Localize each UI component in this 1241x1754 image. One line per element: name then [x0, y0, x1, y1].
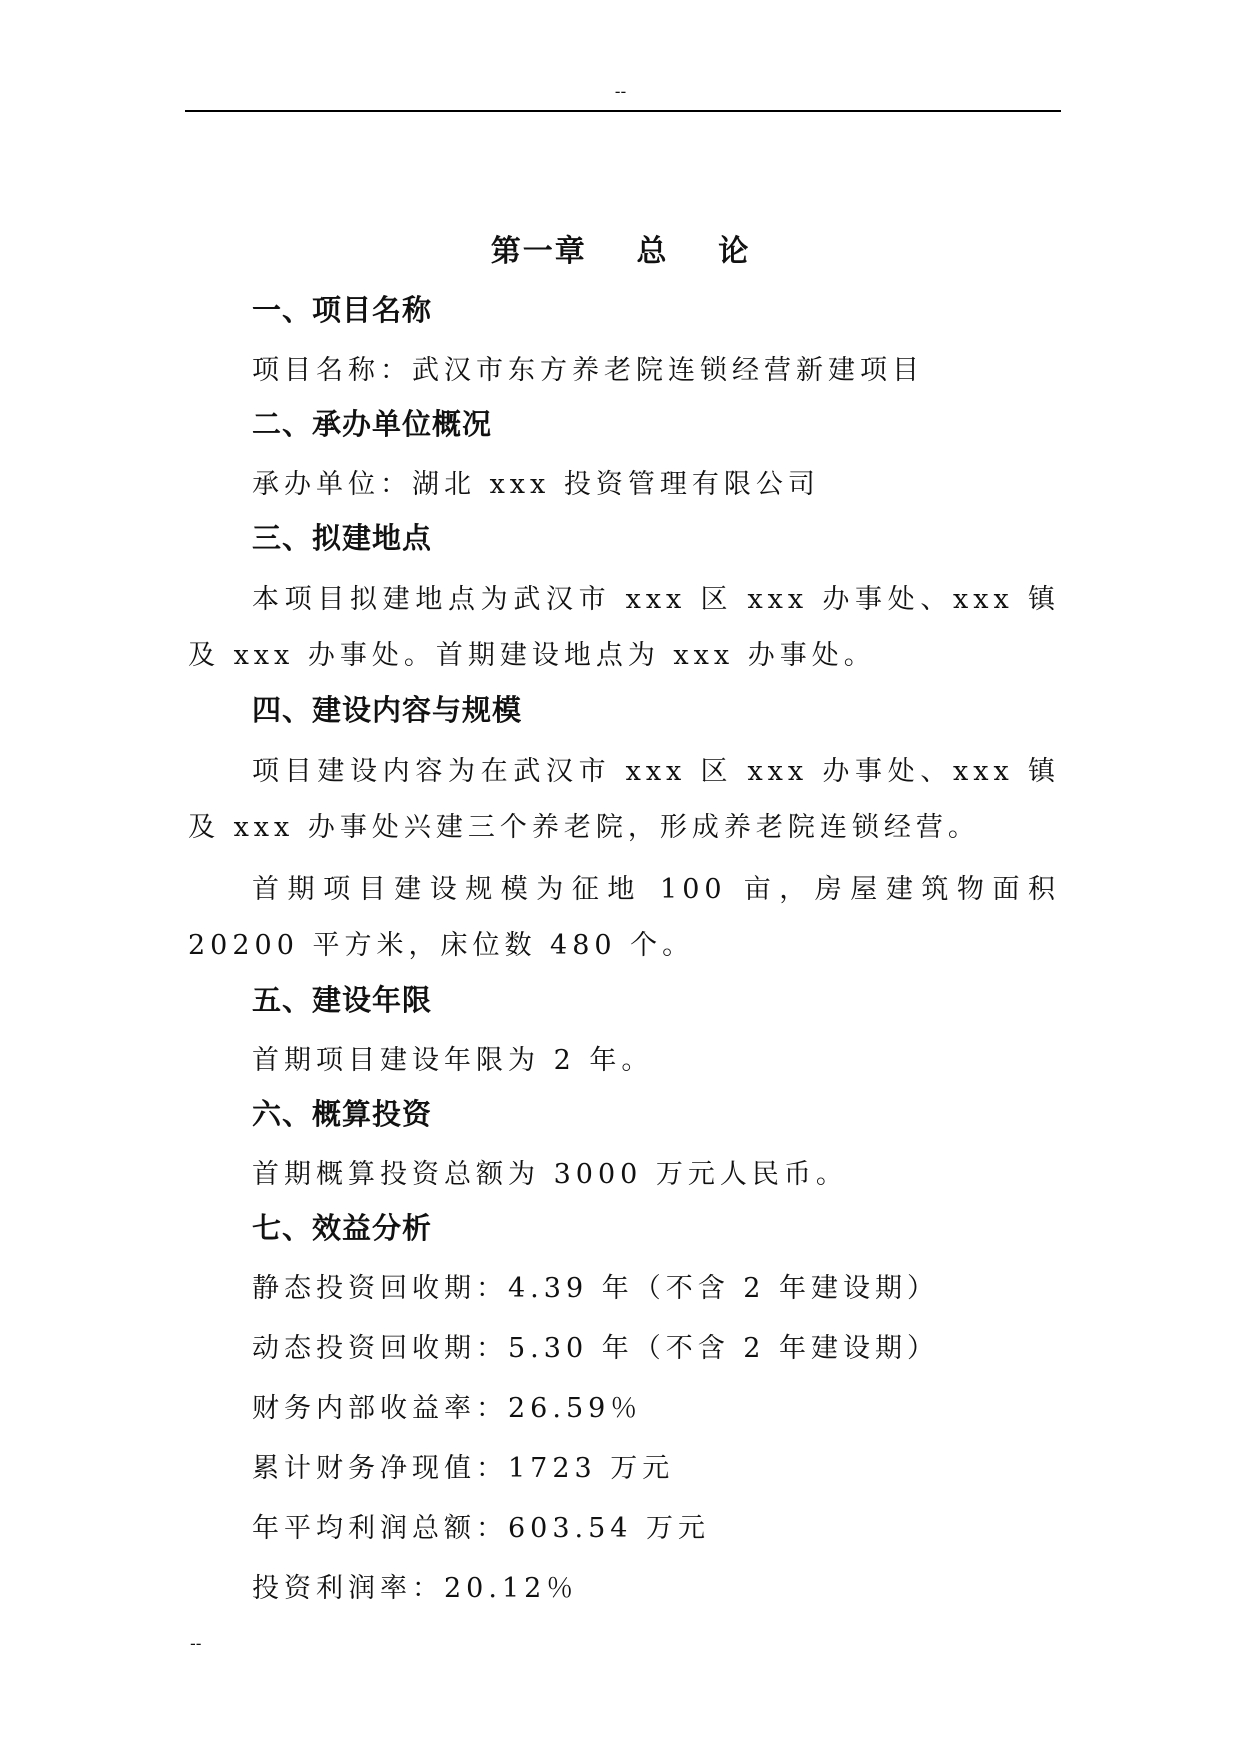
section-content-scale	[188, 690, 1060, 974]
section-heading: 七、效益分析	[252, 1211, 433, 1245]
section-heading: 一、项目名称	[252, 293, 433, 327]
section-location	[188, 518, 1060, 684]
metric-line: 动态投资回收期：5.30 年（不含 2 年建设期）	[252, 1333, 940, 1364]
paragraph: 本项目拟建地点为武汉市 xxx 区 xxx 办事处、xxx 镇及 xxx 办事处。首期建设地点为 xxx 办事处。	[188, 584, 1060, 671]
metric-line: 投资利润率：20.12％	[252, 1573, 579, 1604]
section-project-name	[188, 290, 1060, 398]
metric-line: 年平均利润总额：603.54 万元	[252, 1513, 711, 1544]
paragraph: 项目名称：武汉市东方养老院连锁经营新建项目	[252, 355, 924, 386]
page-header-mark: --	[614, 82, 627, 101]
paragraph: 首期项目建设规模为征地 100 亩，房屋建筑物面积 20200 平方米，床位数 480 个。	[188, 874, 1060, 961]
paragraph: 首期项目建设年限为 2 年。	[252, 1045, 654, 1076]
paragraph: 首期概算投资总额为 3000 万元人民币。	[252, 1159, 848, 1190]
section-undertaking-unit	[188, 404, 1060, 512]
paragraph: 承办单位：湖北 xxx 投资管理有限公司	[252, 469, 820, 500]
section-benefit-analysis	[188, 1208, 1060, 1616]
section-heading: 五、建设年限	[252, 983, 433, 1017]
section-construction-period	[188, 980, 1060, 1088]
document-body	[188, 290, 1060, 1622]
paragraph: 项目建设内容为在武汉市 xxx 区 xxx 办事处、xxx 镇及 xxx 办事处兴建三个养老院，形成养老院连锁经营。	[188, 756, 1060, 843]
section-heading: 三、拟建地点	[252, 521, 433, 555]
metric-line: 财务内部收益率：26.59％	[252, 1393, 643, 1424]
page-footer-mark: --	[190, 1634, 202, 1653]
metric-line: 静态投资回收期：4.39 年（不含 2 年建设期）	[252, 1273, 940, 1304]
metric-line: 累计财务净现值：1723 万元	[252, 1453, 675, 1484]
section-heading: 二、承办单位概况	[252, 407, 493, 441]
section-heading: 六、概算投资	[252, 1097, 433, 1131]
chapter-title: 第一章 总 论	[490, 234, 751, 269]
section-heading: 四、建设内容与规模	[252, 693, 523, 727]
section-budget	[188, 1094, 1060, 1202]
header-divider	[185, 110, 1061, 112]
